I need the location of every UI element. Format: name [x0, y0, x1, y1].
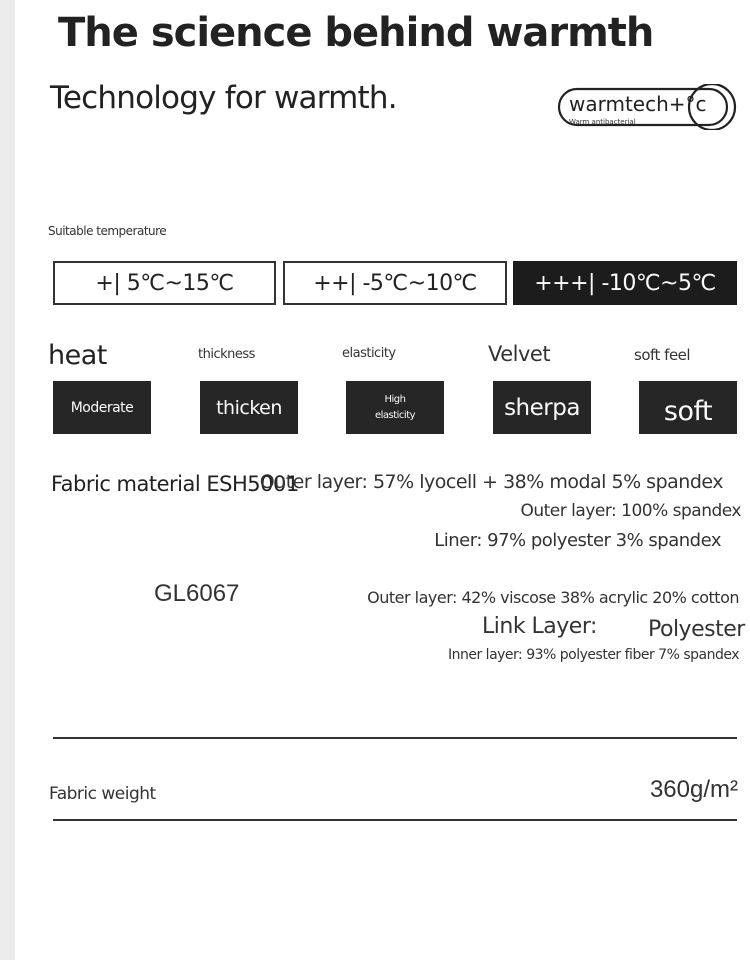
temperature-option-3: [513, 261, 737, 305]
esh-outer-layer-1: Outer layer: 57% lyocell + 38% modal 5% spandex: [259, 471, 723, 493]
feature-label-soft-feel: soft feel: [634, 346, 691, 364]
feature-value-soft: [639, 381, 737, 434]
feature-value-text: soft: [663, 396, 713, 427]
fabric-heading: Fabric material ESH5001: [51, 472, 299, 496]
feature-value-line2: elasticity: [374, 409, 416, 421]
gl-inner-layer: Inner layer: 93% polyester fiber 7% spandex: [447, 647, 739, 663]
feature-value-thickness: [200, 381, 298, 434]
feature-label-thickness: thickness: [198, 347, 255, 362]
feature-value-line1: High: [384, 393, 406, 405]
temperature-option-text: ++| -5℃~10℃: [313, 270, 477, 296]
link-layer-value: Polyester: [648, 617, 745, 642]
fabric-weight-label: Fabric weight: [49, 784, 156, 804]
gl-outer-layer: Outer layer: 42% viscose 38% acrylic 20% cotton: [367, 588, 739, 607]
divider-top: [53, 737, 737, 739]
link-layer-label: Link Layer:: [482, 614, 597, 639]
feature-value-text: thicken: [216, 396, 282, 419]
warmtech-logo: [557, 84, 739, 130]
temperature-option-1: [53, 261, 276, 305]
left-edge-strip: [0, 0, 15, 960]
temperature-label: Suitable temperature: [48, 224, 167, 238]
esh-outer-layer-2: Outer layer: 100% spandex: [520, 501, 741, 521]
feature-value-heat: [53, 381, 151, 434]
feature-value-text: sherpa: [504, 394, 580, 421]
divider-bottom: [53, 819, 737, 821]
esh-liner: Liner: 97% polyester 3% spandex: [434, 530, 721, 551]
feature-value-text: Moderate: [70, 399, 134, 416]
feature-label-heat: heat: [48, 340, 107, 371]
fabric-code-gl6067: GL6067: [154, 580, 240, 607]
feature-label-velvet: Velvet: [488, 342, 551, 366]
fabric-weight-value: 360g/m²: [649, 776, 738, 803]
temperature-option-2: [283, 261, 507, 305]
logo-wordmark: warmtech+°c: [569, 92, 707, 116]
temperature-option-text: +| 5℃~15℃: [95, 270, 234, 296]
feature-value-velvet: [493, 381, 591, 434]
temperature-option-text: +++| -10℃~5℃: [534, 270, 716, 296]
logo-tagline: Warm antibacterial: [569, 118, 636, 126]
feature-label-elasticity: elasticity: [342, 346, 396, 361]
page-title: The science behind warmth: [58, 10, 654, 56]
feature-value-elasticity: [346, 381, 444, 434]
page-subtitle: Technology for warmth.: [50, 80, 397, 116]
